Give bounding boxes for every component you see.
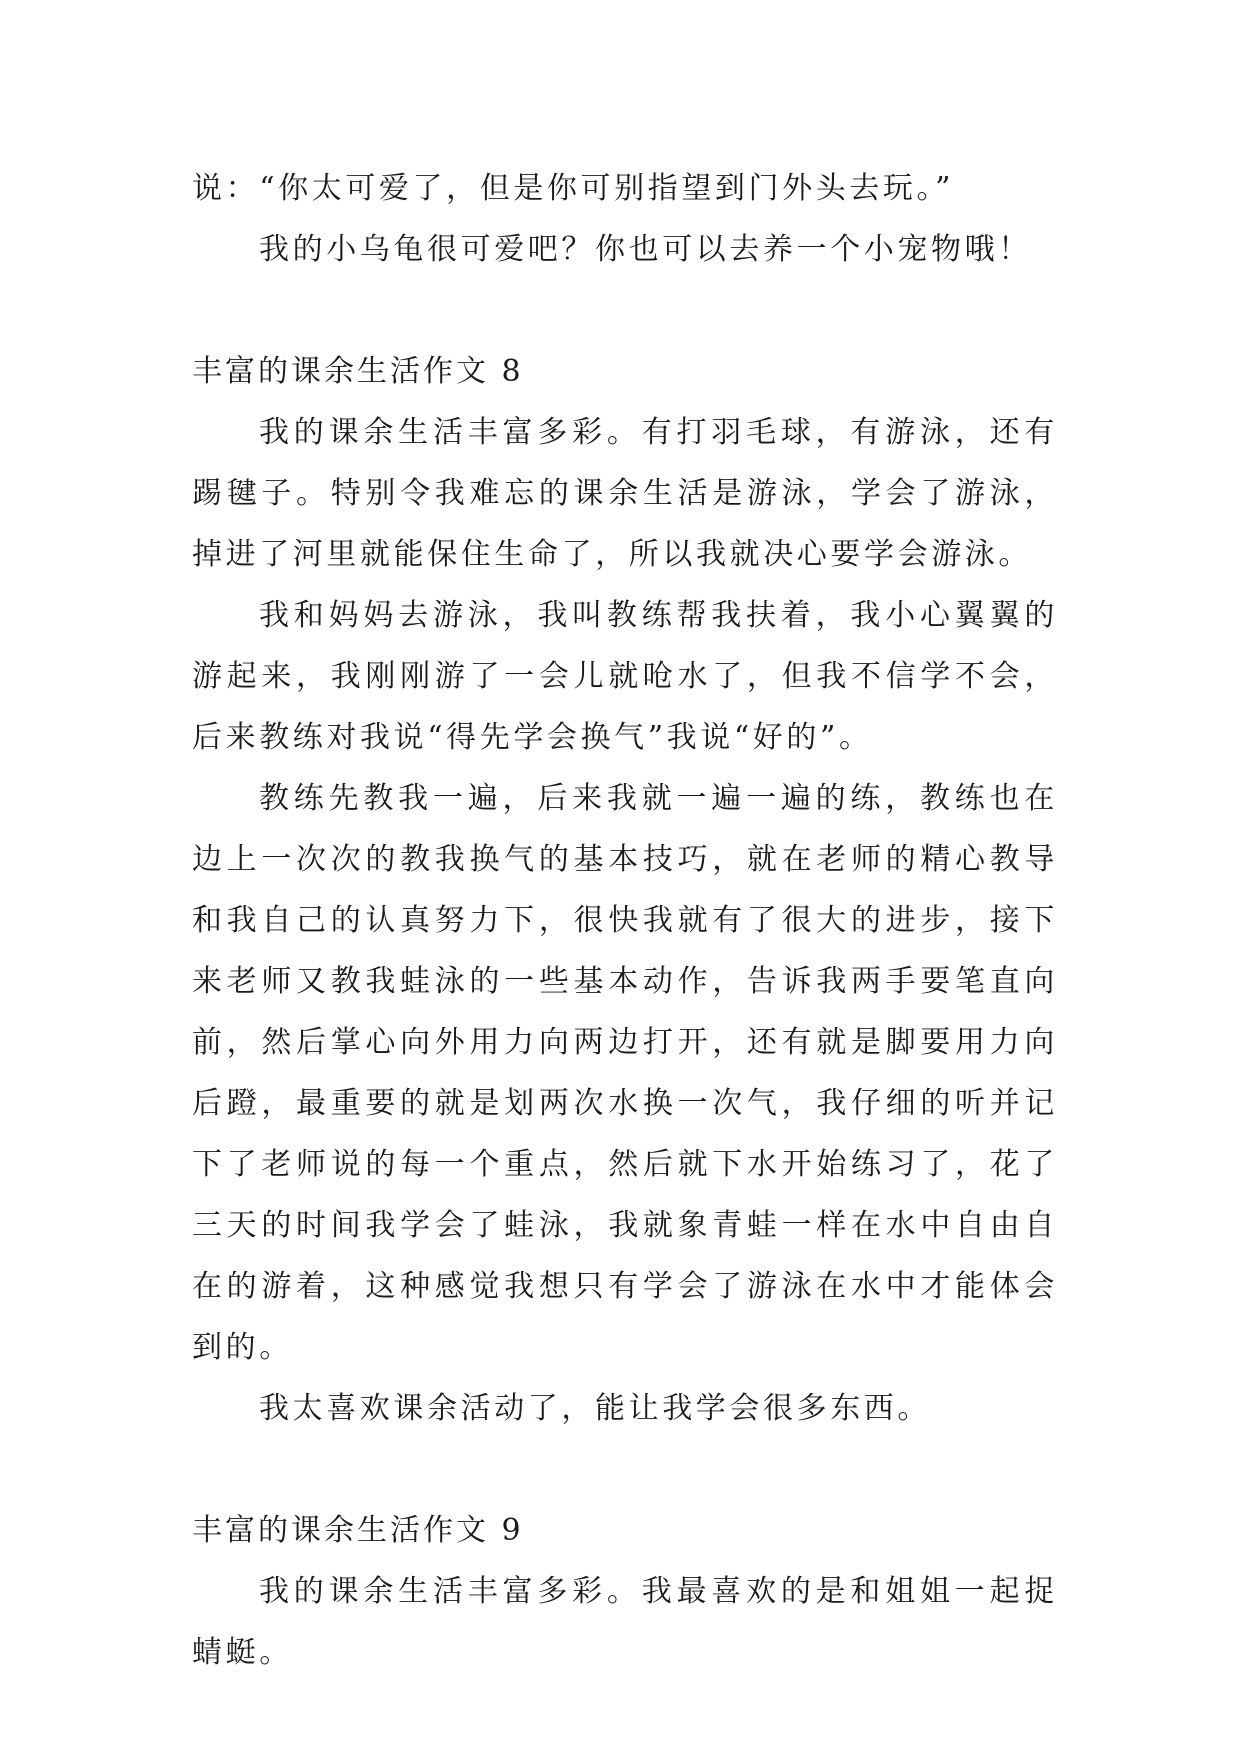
paragraph: 我的课余生活丰富多彩。有打羽毛球，有游泳，还有踢毽子。特别令我难忘的课余生活是游泳，学会了游泳，掉进了河里就能保住生命了，所以我就决心要学会游泳。 [192,415,1058,572]
paragraph: 我太喜欢课余活动了，能让我学会很多东西。 [259,1391,931,1426]
section-gap [192,1439,1058,1500]
paragraph: 我和妈妈去游泳，我叫教练帮我扶着，我小心翼翼的游起来，我刚刚游了一会儿就呛水了，但我不信学不会，后来教练对我说“得先学会换气”我说“好的”。 [192,598,1058,755]
section-gap [192,280,1058,341]
paragraph: 教练先教我一遍，后来我就一遍一遍的练，教练也在边上一次次的教我换气的基本技巧，就在老师的精心教导和我自己的认真努力下，很快我就有了很大的进步，接下来老师又教我蛙泳的一些基本动作，告诉我两手要笔直向前，然后掌心向外用力向两边打开，还有就是脚要用力向后蹬，最重要的就是划两次水换一次气，我仔细的听并记下了老师说的每一个重点，然后就下水开始练习了，花了三天的时间我学会了蛙泳，我就象青蛙一样在水中自由自在的游着，这种感觉我想只有学会了游泳在水中才能体会到的。 [192,781,1058,1365]
paragraph: 我的小乌龟很可爱吧？你也可以去养一个小宠物哦！ [259,232,1032,267]
paragraph-continuation: 说：“你太可爱了，但是你可别指望到门外头去玩。” [192,171,955,206]
paragraph: 我的课余生活丰富多彩。我最喜欢的是和姐姐一起捉蜻蜓。 [192,1574,1058,1670]
section-heading: 丰富的课余生活作文 9 [192,1513,524,1548]
essay-text [192,158,1058,1683]
section-heading: 丰富的课余生活作文 8 [192,354,524,389]
